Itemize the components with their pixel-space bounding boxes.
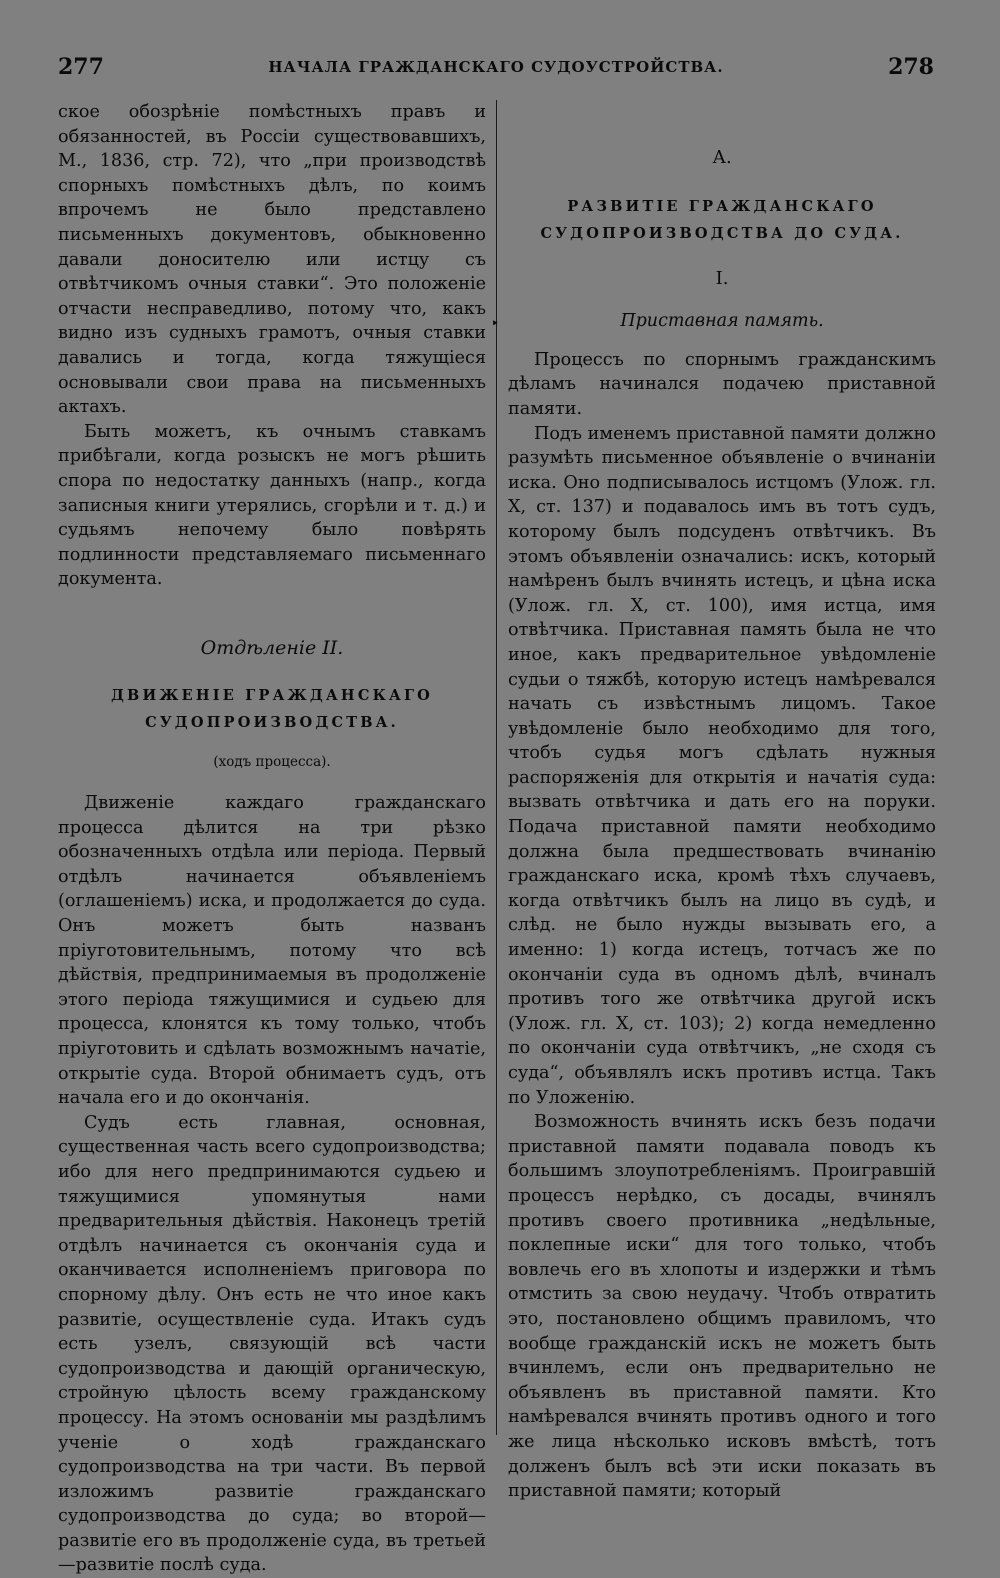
right-page-number: 278 bbox=[888, 54, 934, 80]
left-paragraph-3: Движеніе каждаго гражданскаго процесса дѣлится на три рѣзко обозначенныхъ отдѣла или періода. Первый отдѣлъ начинается объявленіемъ (оглашеніемъ) иска, и продолжается до суда. Онъ можетъ быть названъ пріуготовительнымъ, потому что всѣ дѣйствія, предпринимаемыя въ продолженіе этого періода тяжущимися и судьею для процесса, клонятся къ тому только, чтобъ пріуготовить и сдѣлать возможнымъ начатіе, открытіе суда. Второй обнимаетъ судъ, отъ начала его и до окончанія. bbox=[58, 793, 486, 1109]
running-title: НАЧАЛА ГРАЖДАНСКАГО СУДОУСТРОЙСТВА. bbox=[268, 58, 724, 76]
left-paragraph-1: ское обозрѣніе помѣстныхъ правъ и обязанностей, въ Россіи существовавшихъ, М., 1836, стр. 72), что „при производствѣ спорныхъ помѣстныхъ дѣлъ, по коимъ впрочемъ не было представлено письменныхъ документовъ, обыкновенно давали доносителю или истцу съ отвѣтчикомъ очныя ставки“. Это положеніе отчасти несправедливо, потому что, какъ видно изъ судныхъ грамотъ, очныя ставки давались и тогда, когда тяжущіеся основывали свои права на письменныхъ актахъ. bbox=[58, 102, 486, 418]
right-paragraph-3: Возможность вчинять искъ безъ подачи приставной памяти подавала поводъ къ большимъ злоупотребленіямъ. Проигравшій процессъ нерѣдко, съ досады, вчинялъ противъ своего противника „недѣльные, поклепные иски“ для того только, чтобъ вовлечь его въ хлопоты и издержки и тѣмъ отмстить за свою неудачу. Чтобъ отвратить это, постановлено общимъ правиломъ, что вообще гражданскій искъ не можетъ быть вчинлемъ, если онъ предварительно не объявленъ въ приставной памяти. Кто намѣревался вчинять противъ одного и того же лица нѣсколько исковъ вмѣстѣ, тотъ долженъ былъ всѣ эти иски показать въ приставной памяти; который bbox=[508, 1112, 936, 1502]
chapter-number: I. bbox=[715, 267, 729, 289]
left-column bbox=[58, 100, 486, 1578]
section-title: Отдѣленіе II. bbox=[200, 636, 344, 659]
section-subheading: (ходъ процесса). bbox=[213, 754, 331, 771]
right-column bbox=[508, 146, 936, 1504]
left-page-number: 277 bbox=[58, 54, 104, 80]
left-paragraph-4: Судъ есть главная, основная, существенная часть всего судопроизводства; ибо для него предпринимаются судьею и тяжущимися упомянутыя нами предварительныя дѣйствія. Наконецъ третій отдѣлъ начинается съ окончанія суда и оканчивается исполненіемъ приговора по спорному дѣлу. Онъ есть не что иное какъ развитіе, осуществленіе суда. Итакъ судъ есть узелъ, связующій всѣ части судопроизводства и дающій органическую, стройную цѣлость всему гражданскому процессу. На этомъ основаніи мы раздѣлимъ ученіе о ходѣ гражданскаго судопроизводства на три части. Въ первой изложимъ развитіе гражданскаго судопроизводства до суда; во второй—развитіе его въ продолженіе суда, въ третьей—развитіе послѣ суда. bbox=[58, 1112, 486, 1576]
part-heading: РАЗВИТІЕ ГРАЖДАНСКАГО СУДОПРОИЗВОДСТВА ДО СУДА. bbox=[540, 197, 904, 242]
chapter-subtitle: Приставная память. bbox=[620, 311, 824, 332]
left-paragraph-2: Быть можетъ, къ очнымъ ставкамъ прибѣгали, когда розыскъ не могъ рѣшить спора по недостатку данныхъ (напр., когда записныя книги утерялись, сгорѣли и т. д.) и судьямъ непочему было повѣрять подлинности представляемаго письменнаго документа. bbox=[58, 421, 486, 590]
section-heading: ДВИЖЕНІЕ ГРАЖДАНСКАГО СУДОПРОИЗВОДСТВА. bbox=[110, 687, 434, 732]
page-header bbox=[58, 54, 934, 88]
right-paragraph-1: Процессъ по спорнымъ гражданскимъ дѣламъ начинался подачею приставной памяти. bbox=[508, 349, 936, 419]
right-paragraph-2: Подъ именемъ приставной памяти должно разумѣть письменное объявленіе о вчинаніи иска. Оно подписывалось истцомъ (Улож. гл. X, ст. 137) и подавалось имъ въ тотъ судъ, которому былъ подсуденъ отвѣтчикъ. Въ этомъ объявленіи означались: искъ, который намѣренъ былъ вчинять истецъ, и цѣна иска (Улож. гл. X, ст. 100), имя истца, имя отвѣтчика. Приставная память была не что иное, какъ предварительное увѣдомленіе судьи о тяжбѣ, которую истецъ намѣревался начать съ извѣстнымъ лицомъ. Такое увѣдомленіе было необходимо для того, чтобъ судья могъ сдѣлать нужныя распоряженія для открытія и начатія суда: вызвать отвѣтчика и дать его на поруки. Подача приставной памяти необходимо должна была предшествовать вчинанію гражданскаго иска, кромѣ тѣхъ случаевъ, когда отвѣтчикъ былъ на лицо въ судѣ, и слѣд. не было нужды вызывать его, а именно: 1) когда истецъ, тотчасъ же по окончаніи суда въ одномъ дѣлѣ, вчиналъ противъ того же отвѣтчика другой искъ (Улож. гл. X, ст. 103); 2) когда немедленно по окончаніи суда отвѣтчикъ, „не сходя съ суда“, объявлялъ искъ противъ истца. Такъ по Уложенію. bbox=[508, 423, 936, 1108]
divider-mark: ‣ bbox=[491, 316, 500, 332]
part-letter: А. bbox=[712, 147, 732, 168]
column-divider bbox=[496, 100, 497, 1435]
